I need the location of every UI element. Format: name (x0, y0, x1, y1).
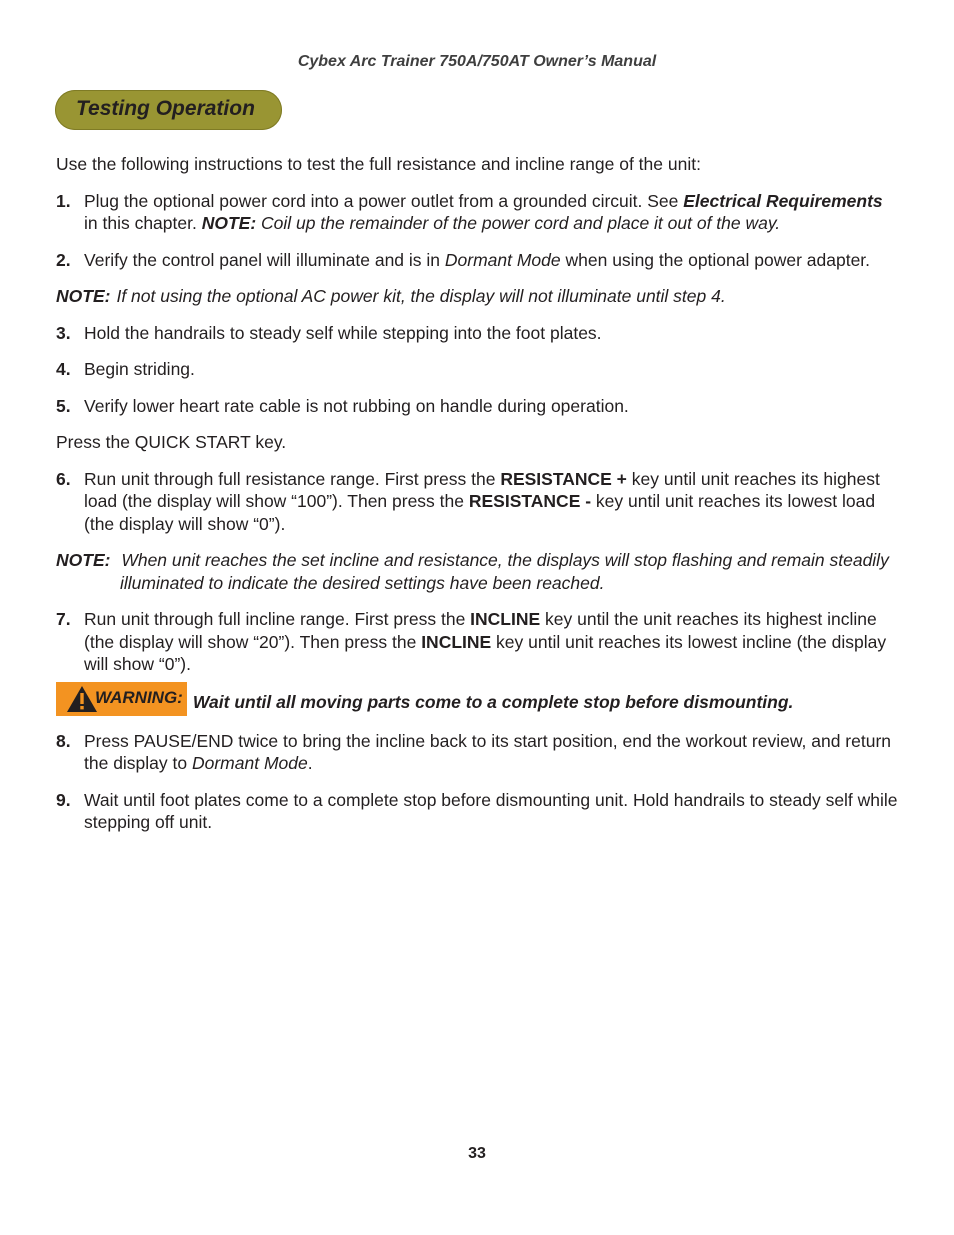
key-name: RESISTANCE + (500, 468, 627, 489)
quick-start-paragraph: Press the QUICK START key. (56, 432, 287, 452)
step-text (84, 249, 901, 272)
step-9 (56, 789, 901, 834)
warning-badge (56, 682, 187, 716)
note-2 (56, 549, 901, 594)
key-name: RESISTANCE - (468, 491, 592, 511)
step-number: 9. (56, 789, 71, 810)
step-text-part: in this chapter. (84, 213, 202, 233)
warning-callout (56, 690, 901, 716)
key-name: INCLINE (421, 631, 492, 652)
step-2 (56, 249, 901, 272)
intro-paragraph: Use the following instructions to test the full resistance and incline range of the unit: (56, 154, 701, 174)
step-text: Wait until foot plates come to a complete stop before dismounting unit. Hold handrails to steady self while stepping off unit. (84, 789, 898, 832)
step-text-part: key until unit reaches its highest load (the display will show “100”). Then press the (84, 468, 880, 511)
note-text: When unit reaches the set incline and resistance, the displays will stop flashing and remain steadily illuminated to indicate the desired settings have been reached. (120, 550, 889, 593)
step-3 (56, 322, 901, 345)
step-5 (56, 395, 901, 418)
step-number: 7. (56, 609, 71, 629)
step-text-part: Run unit through full incline range. First press the (84, 609, 471, 629)
step-number: 8. (56, 730, 71, 751)
section-title: Testing Operation (76, 97, 255, 120)
note-text: Coil up the remainder of the power cord and place it out of the way. (256, 213, 781, 233)
step-text (84, 730, 901, 775)
step-text: Hold the handrails to steady self while stepping into the foot plates. (84, 322, 602, 343)
step-text: Verify lower heart rate cable is not rubbing on handle during operation. (84, 395, 629, 416)
note-label: NOTE: (56, 550, 111, 570)
step-text-part: key until unit reaches its lowest load (the display will show “0”). (84, 491, 876, 534)
step-text-part: key until unit reaches its lowest incline (the display will show “0”). (84, 631, 887, 674)
step-number: 1. (56, 190, 71, 211)
step-number: 5. (56, 395, 71, 416)
step-emphasis: Dormant Mode (444, 249, 561, 270)
section-title-tab (55, 90, 282, 130)
step-1 (56, 190, 901, 235)
note-1 (56, 285, 901, 308)
step-emphasis: Dormant Mode (191, 753, 308, 773)
step-text-part: Plug the optional power cord into a power outlet from a grounded circuit. See (84, 190, 684, 211)
key-name: INCLINE (470, 609, 541, 629)
step-text (84, 190, 901, 235)
main-content (56, 153, 901, 848)
step-text-part: Press PAUSE/END twice to bring the incline back to its start position, end the workout review, and return the display to (84, 730, 891, 773)
step-number: 2. (56, 249, 71, 270)
step-8 (56, 730, 901, 775)
step-number: 6. (56, 468, 71, 489)
note-text: If not using the optional AC power kit, the display will not illuminate until step 4. (116, 286, 726, 306)
step-text (84, 608, 901, 676)
page-number: 33 (468, 1145, 486, 1162)
step-text-part: when using the optional power adapter. (560, 249, 871, 270)
warning-label: WARNING: (95, 688, 183, 708)
step-number: 4. (56, 359, 71, 379)
step-text: Begin striding. (84, 359, 195, 379)
step-text-part: key until the unit reaches its highest incline (the display will show “20”). Then press the (84, 609, 877, 652)
step-text-part: Run unit through full resistance range. First press the (84, 468, 501, 489)
step-text-part: . (307, 753, 313, 773)
note-label: NOTE: (201, 213, 257, 233)
step-emphasis: Electrical Requirements (683, 190, 883, 211)
step-text-part: Verify the control panel will illuminate and is in (84, 249, 445, 270)
step-7 (56, 608, 901, 676)
step-text (84, 468, 901, 536)
step-6 (56, 468, 901, 536)
warning-triangle-icon (66, 685, 98, 713)
document-header: Cybex Arc Trainer 750A/750AT Owner’s Manual (297, 53, 657, 70)
step-4 (56, 358, 901, 381)
warning-text: Wait until all moving parts come to a complete stop before dismounting. (192, 692, 794, 713)
note-label: NOTE: (56, 286, 111, 306)
step-number: 3. (56, 322, 71, 343)
